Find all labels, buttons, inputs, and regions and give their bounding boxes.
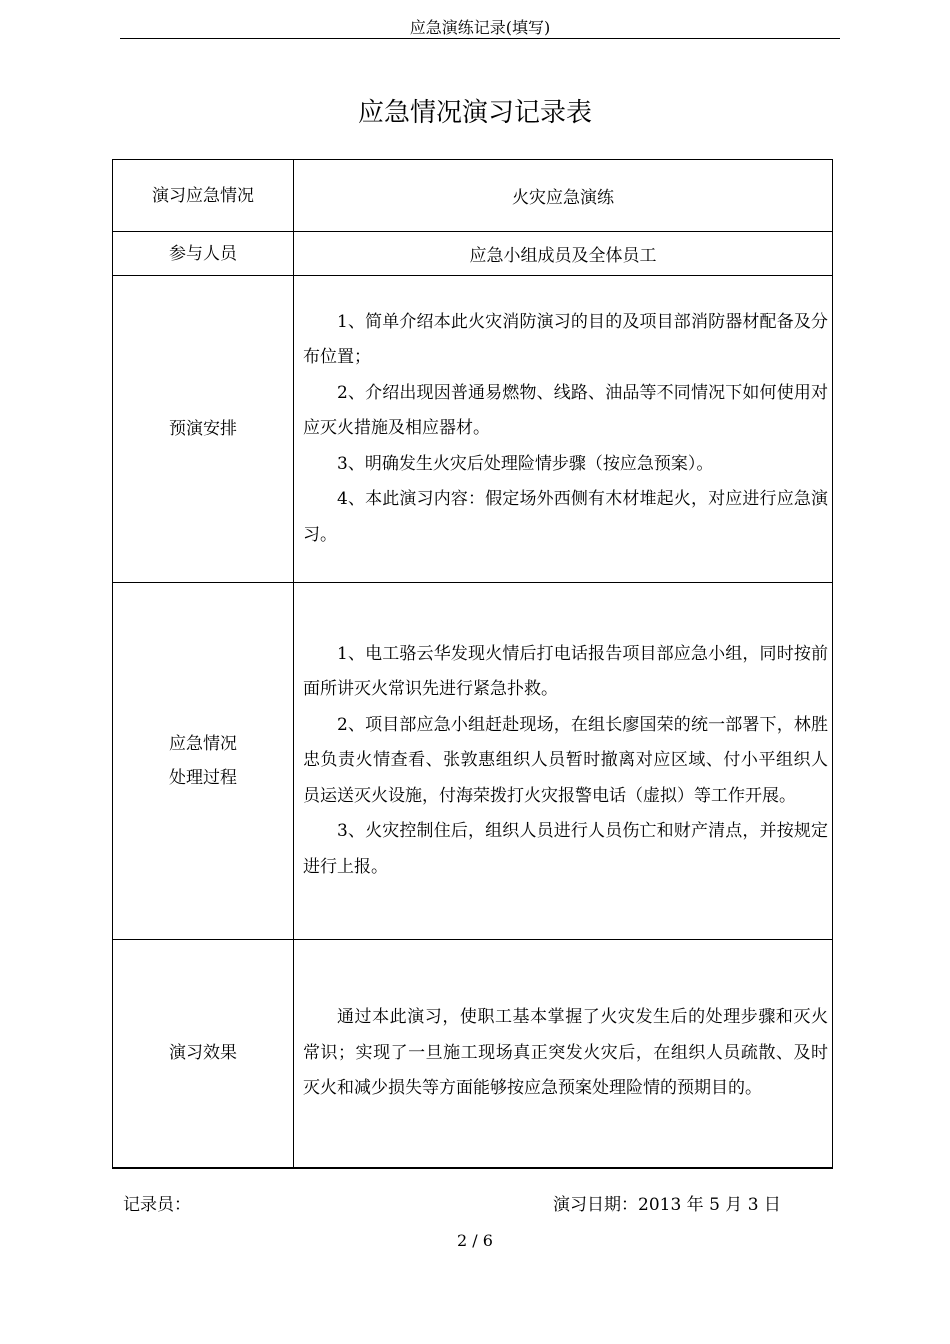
process-content xyxy=(294,583,833,940)
header-divider xyxy=(120,38,840,39)
row-arrangement xyxy=(113,276,833,583)
arrangement-label: 预演安排 xyxy=(113,276,294,583)
arrangement-item: 3、明确发生火灾后处理险情步骤（按应急预案）。 xyxy=(337,453,714,474)
arrangement-item: 4、本此演习内容：假定场外西侧有木材堆起火，对应进行应急演习。 xyxy=(303,489,828,545)
drill-record-table xyxy=(112,159,833,1169)
row-situation xyxy=(113,160,833,232)
situation-label: 演习应急情况 xyxy=(113,160,294,232)
process-label-line: 应急情况 xyxy=(169,734,237,754)
effect-content xyxy=(294,940,833,1168)
row-effect xyxy=(113,940,833,1168)
effect-item: 通过本此演习，使职工基本掌握了火灾发生后的处理步骤和灭火常识；实现了一旦施工现场真正突发火灾后，在组织人员疏散、及时灭火和减少损失等方面能够按应急预案处理险情的预期目的。 xyxy=(303,1007,828,1098)
arrangement-content xyxy=(294,276,833,583)
process-item: 1、电工骆云华发现火情后打电话报告项目部应急小组，同时按前面所讲灭火常识先进行紧急扑救。 xyxy=(303,643,828,700)
participants-value: 应急小组成员及全体员工 xyxy=(294,232,833,276)
running-header: 应急演练记录(填写) xyxy=(409,18,551,37)
process-item: 2、项目部应急小组赶赴现场，在组长廖国荣的统一部署下，林胜忠负责火情查看、张敦惠组织人员暂时撤离对应区域、付小平组织人员运送灭火设施，付海荣拨打火灾报警电话（虚拟）等工作开展。 xyxy=(303,714,828,806)
process-label-line: 处理过程 xyxy=(169,768,237,788)
process-label xyxy=(113,583,294,940)
document-title: 应急情况演习记录表 xyxy=(357,98,592,128)
drill-date: 演习日期：2013 年 5 月 3 日 xyxy=(553,1195,781,1215)
effect-label: 演习效果 xyxy=(113,940,294,1168)
row-process xyxy=(113,583,833,940)
participants-label: 参与人员 xyxy=(113,232,294,276)
arrangement-item: 1、简单介绍本此火灾消防演习的目的及项目部消防器材配备及分布位置； xyxy=(303,311,828,368)
recorder-label: 记录员： xyxy=(123,1195,191,1215)
page-number: 2 / 6 xyxy=(457,1231,493,1250)
arrangement-item: 2、介绍出现因普通易燃物、线路、油品等不同情况下如何使用对应灭火措施及相应器材。 xyxy=(303,382,828,439)
process-item: 3、火灾控制住后，组织人员进行人员伤亡和财产清点，并按规定进行上报。 xyxy=(303,821,828,877)
row-participants xyxy=(113,232,833,276)
situation-value: 火灾应急演练 xyxy=(294,160,833,232)
